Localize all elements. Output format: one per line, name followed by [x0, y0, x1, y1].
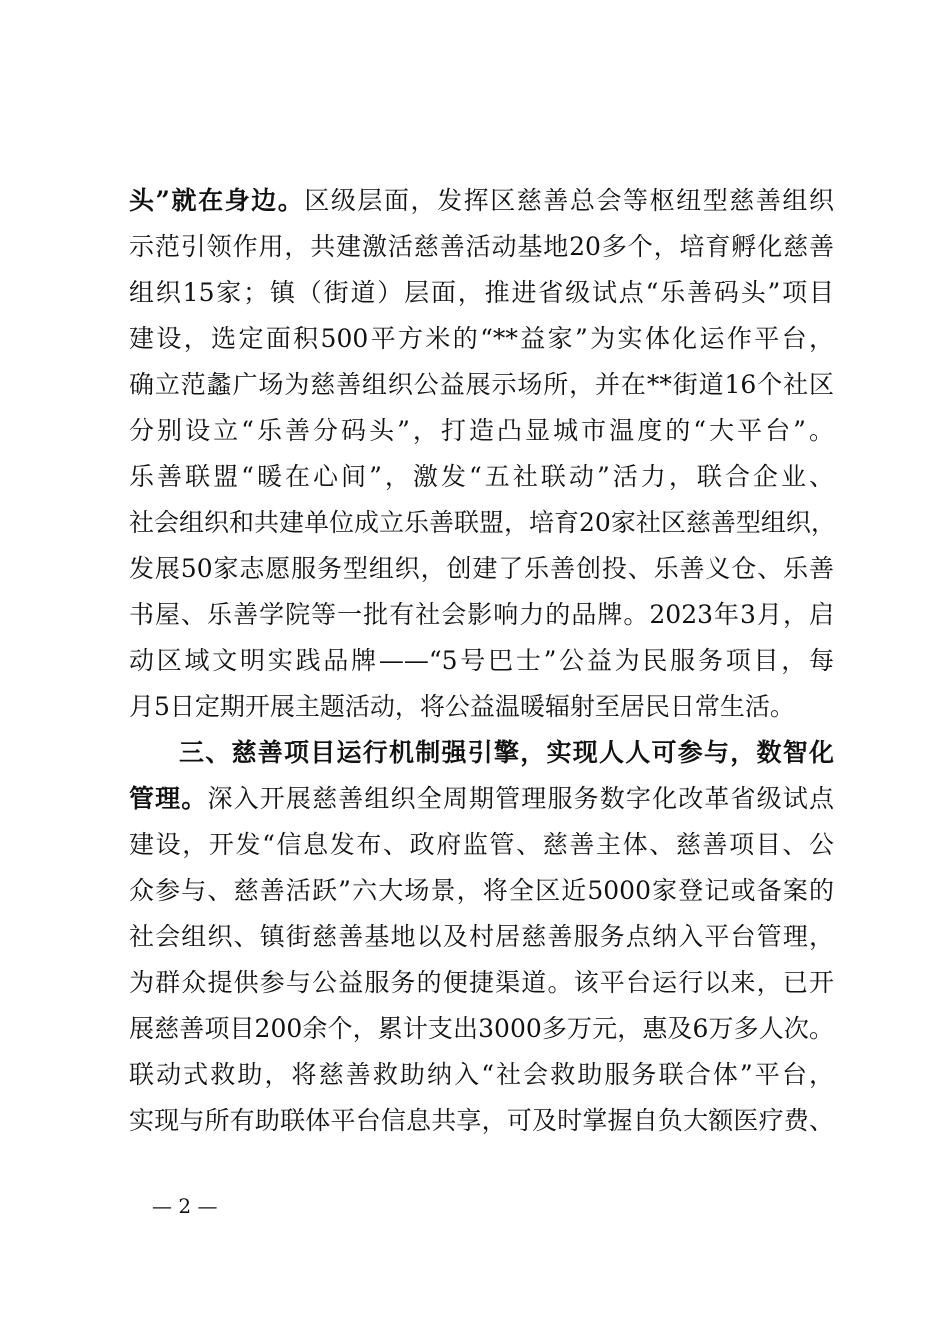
text-line — [129, 1098, 834, 1144]
line-text: 社会组织、镇街慈善基地以及村居慈善服务点纳入平台管理， — [129, 922, 834, 951]
line-text: 为群众提供参与公益服务的便捷渠道。该平台运行以来，已开 — [129, 968, 834, 997]
line-text: 发展50家志愿服务型组织，创建了乐善创投、乐善义仓、乐善 — [129, 554, 834, 583]
line-text: 示范引领作用，共建激活慈善活动基地20多个，培育孵化慈善 — [129, 232, 834, 261]
text-line — [129, 270, 834, 316]
page-number: — 2 — — [152, 1194, 218, 1218]
line-text: 实现与所有助联体平台信息共享，可及时掌握自负大额医疗费、 — [129, 1106, 834, 1135]
section-heading — [129, 730, 834, 776]
text-line — [129, 1006, 834, 1052]
text-line — [129, 316, 834, 362]
text-line — [129, 546, 834, 592]
line-text: 组织15家；镇（街道）层面，推进省级试点“乐善码头”项目 — [129, 278, 834, 307]
text-line — [129, 500, 834, 546]
text-line — [129, 454, 834, 500]
text-line — [129, 868, 834, 914]
line-text: 动区域文明实践品牌——“5号巴士”公益为民服务项目，每 — [129, 646, 834, 675]
text-line — [129, 224, 834, 270]
line-text: 展慈善项目200余个，累计支出3000多万元，惠及6万多人次。 — [129, 1014, 834, 1043]
bold-phrase: 管理。 — [129, 784, 208, 813]
line-text: 建设，开发“信息发布、政府监管、慈善主体、慈善项目、公 — [129, 830, 834, 859]
line-text: 社会组织和共建单位成立乐善联盟，培育20家社区慈善型组织， — [129, 508, 836, 537]
text-line — [129, 638, 834, 684]
text-line — [129, 914, 834, 960]
text-line — [129, 592, 834, 638]
line-text: 联动式救助，将慈善救助纳入“社会救助服务联合体”平台， — [129, 1060, 834, 1089]
line-text: 分别设立“乐善分码头”，打造凸显城市温度的“大平台”。 — [129, 416, 834, 445]
bold-phrase: 头”就在身边。 — [129, 186, 305, 215]
text-line — [129, 960, 834, 1006]
text-line — [129, 822, 834, 868]
text-line — [129, 362, 834, 408]
text-line — [129, 1052, 834, 1098]
line-text: 书屋、乐善学院等一批有社会影响力的品牌。2023年3月，启 — [129, 600, 834, 629]
line-text: 月5日定期开展主题活动，将公益温暖辐射至居民日常生活。 — [129, 692, 795, 721]
body-text — [129, 178, 834, 1144]
line-text: 区级层面，发挥区慈善总会等枢纽型慈善组织 — [304, 186, 834, 215]
text-line — [129, 178, 834, 224]
line-text: 深入开展慈善组织全周期管理服务数字化改革省级试点 — [207, 784, 834, 813]
line-text: 众参与、慈善活跃”六大场景，将全区近5000家登记或备案的 — [129, 876, 834, 905]
line-text: 乐善联盟“暖在心间”，激发“五社联动”活力，联合企业、 — [129, 462, 834, 491]
line-text: 建设，选定面积500平方米的“**益家”为实体化运作平台， — [129, 324, 834, 353]
text-line — [129, 408, 834, 454]
heading-text: 三、慈善项目运行机制强引擎，实现人人可参与，数智化 — [179, 738, 834, 767]
line-text: 确立范蠡广场为慈善组织公益展示场所，并在**街道16个社区 — [129, 370, 834, 399]
text-line — [129, 684, 834, 730]
text-line — [129, 776, 834, 822]
